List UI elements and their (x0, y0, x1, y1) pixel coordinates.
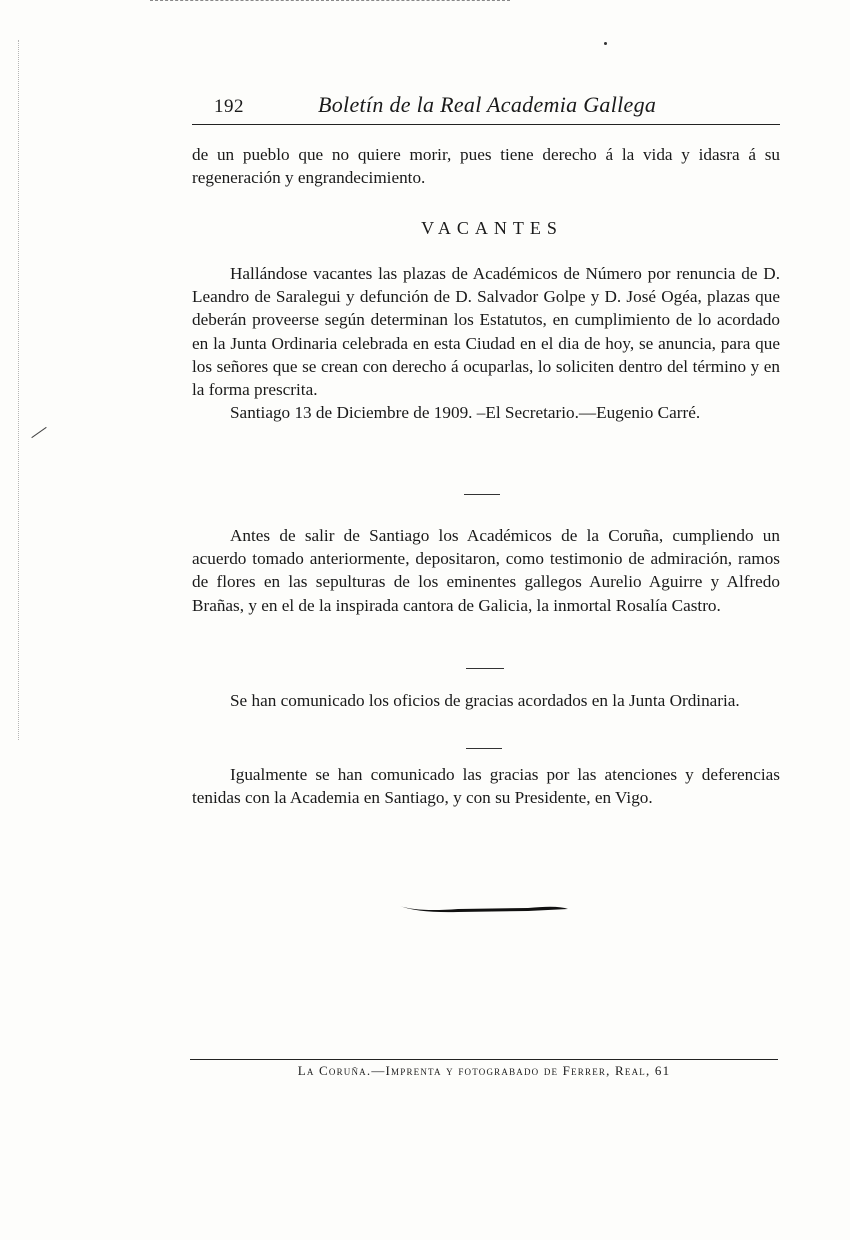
header-rule (192, 124, 780, 125)
gracias-paragraph: Igualmente se han comunicado las gracias por las atenciones y deferencias tenidas con la Academia en Santiago, y con su Presidente, en Vigo. (192, 765, 780, 808)
printer-imprint: La Coruña.—Imprenta y fotograbado de Ferrer, Real, 61 (297, 1063, 671, 1078)
vacantes-block (192, 262, 780, 424)
separator-rule (466, 748, 502, 749)
scan-margin-marks (18, 40, 25, 740)
footer-rule (190, 1059, 778, 1060)
antes-paragraph: Antes de salir de Santiago los Académicos de la Coruña, cumpliendo un acuerdo tomado anteriormente, depositaron, como testimonio de admiración, ramos de flores en las sepulturas de los eminentes gallegos Aurelio Aguirre y Alfredo Brañas, y en el de la inspirada cantora de Galicia, la inmortal Rosalía Castro. (192, 526, 780, 615)
section-heading: VACANTES (421, 218, 563, 238)
gracias-block (192, 763, 780, 809)
oficios-block (192, 689, 780, 712)
page-header (192, 90, 780, 126)
separator-rule (464, 494, 500, 495)
running-title: Boletín de la Real Academia Gallega (318, 92, 657, 117)
end-ornament (398, 900, 570, 914)
scan-speck (604, 42, 607, 45)
separator-rule (466, 668, 504, 669)
scan-edge-line (150, 0, 510, 3)
signature-line: Santiago 13 de Diciembre de 1909. –El Secretario.—Eugenio Carré. (230, 403, 701, 423)
scan-stroke-mark (31, 427, 46, 438)
oficios-paragraph: Se han comunicado los oficios de gracias acordados en la Junta Ordinaria. (230, 691, 740, 710)
page-number: 192 (214, 96, 244, 117)
antes-block (192, 524, 780, 617)
vacantes-paragraph: Hallándose vacantes las plazas de Académicos de Número por renuncia de D. Leandro de Saralegui y defunción de D. Salvador Golpe y D. José Ogéa, plazas que deberán proveerse según determinan los Estatutos, en cumplimiento de lo acordado en la Junta Ordinaria celebrada en esta Ciudad en el dia de hoy, se anuncia, para que los señores que se crean con derecho á ocuparlas, lo soliciten dentro del término y en la forma prescrita. (192, 264, 780, 400)
intro-paragraph-block (192, 143, 780, 189)
intro-paragraph: de un pueblo que no quiere morir, pues tiene derecho á la vida y idasra á su regeneración y engrandecimiento. (192, 145, 780, 188)
